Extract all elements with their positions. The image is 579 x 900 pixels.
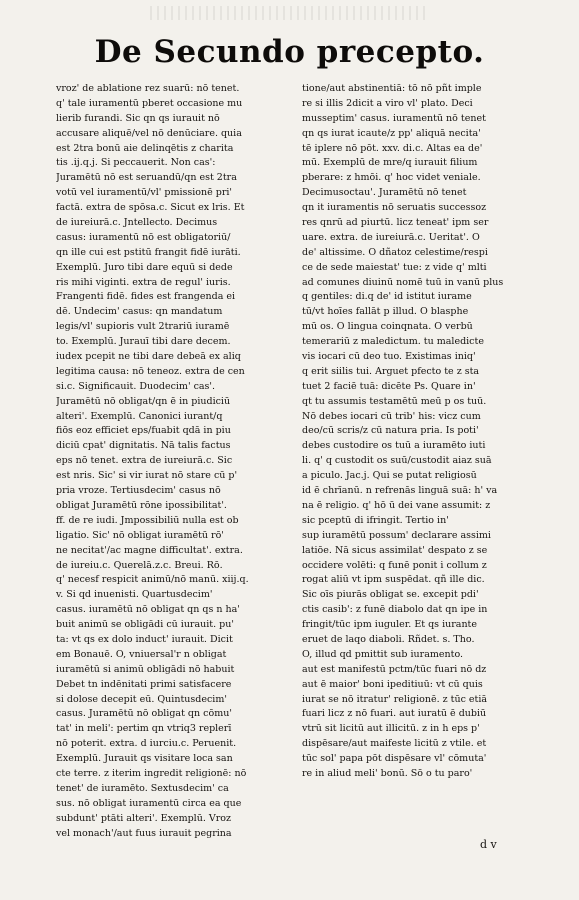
text-line: vroz' de ablatione rez suarū: nō tenet.	[56, 83, 240, 94]
text-line: Debet tn indēnitati primi satisfacere	[56, 678, 232, 690]
text-line: factā. extra de spōsa.c. Sicut ex lris. Et	[56, 202, 245, 214]
text-line: Decimusoctau'. Juramētū nō tenet	[302, 187, 467, 199]
text-line: sic pceptū di ifringit. Tertio in'	[302, 514, 449, 526]
text-line: aut ē maior' boni ipeditiuū: vt cū quis	[302, 678, 483, 690]
text-line: sup iuramētū possum' declarare assimi	[302, 529, 491, 541]
text-line: ris mihi viginti. extra de regul' iuris.	[56, 276, 231, 288]
text-line: Juramētū nō obligat/qn ē in piudiciū	[56, 395, 231, 407]
text-line: mū. Exemplū de mre/q iurauit filium	[302, 157, 478, 169]
text-line: aut est manifestū pctm/tūc fuari nō dz	[302, 663, 487, 675]
text-line: q' necesf respicit animū/nō manū. xiij.q.	[56, 574, 249, 586]
text-line: q erit siilis tui. Arguet pfecto te z sta	[302, 365, 480, 377]
text-line: votū vel iuramentū/vl' pmissionē pri'	[56, 187, 233, 199]
text-line: rogat aliū vt ipm suspēdat. qñ ille dic.	[302, 574, 485, 586]
text-line: diciū cpat' dignitatis. Nā talis factus	[56, 440, 231, 452]
text-line: eruet de laqo diaboli. Rñdet. s. Tho.	[302, 633, 475, 645]
text-line: to. Exemplū. Jurauī tibi dare decem.	[56, 336, 231, 348]
text-line: pberare: z hmōi. q' hoc videt veniale.	[302, 172, 481, 184]
text-line: a piculo. Jac.j. Qui se putat religiosū	[302, 470, 477, 482]
text-line: qt tu assumis testamētū meū p os tuū.	[302, 395, 487, 407]
text-line: qn ille cui est pstitū frangit fidē iurāti.	[56, 246, 241, 258]
text-line: si.c. Significauit. Duodecim' cas'.	[56, 380, 216, 392]
text-line: tione/aut abstinentiā: tō nō pñt imple	[302, 83, 482, 94]
text-line: fuari licz z nō fuari. aut iuratū ē dubiū	[302, 708, 487, 720]
text-line: musseptim' casus. iuramentū nō tenet	[302, 112, 486, 124]
text-line: sus. nō obligat iuramentū circa ea que	[56, 797, 242, 809]
text-line: Nō debes iocari cū trib' his: vicz cum	[302, 410, 481, 422]
text-line: qn qs iurat icaute/z pp' aliquā necita'	[302, 127, 481, 139]
text-line: ne necitat'/ac magne difficultat'. extra.	[56, 544, 243, 556]
text-line: latiōe. Nā sicus assimilat' despato z se	[302, 544, 488, 556]
text-line: tuet 2 faciē tuā: dicēte Ps. Quare in'	[302, 380, 476, 392]
text-line: ff. de re iudi. Jmpossibiliū nulla est ob	[56, 514, 239, 526]
text-line: temerariū z maledictum. tu maledicte	[302, 336, 484, 348]
signature-mark: d v	[480, 838, 497, 851]
text-line: em Bonauē. O, vniuersal'r n obligat	[56, 648, 227, 660]
text-line: fringit/tūc ipm iuguler. Et qs iurante	[302, 619, 477, 631]
text-line: fiōs eoz efficiet eps/fuabit qdā in piu	[56, 425, 231, 437]
text-line: tis .ij.q.j. Si peccauerit. Non cas':	[56, 157, 216, 169]
text-line: iurat se nō itratur' religionē. z tūc etiā	[302, 693, 488, 705]
text-line: ctis casib': z funē diabolo dat qn ipe in	[302, 604, 488, 616]
text-line: tat' in meli': pertim qn vtriq3 replerī	[56, 723, 232, 735]
bleed-through-mark	[150, 6, 430, 20]
text-line: ce de sede maiestat' tue: z vide q' mlti	[302, 261, 487, 273]
text-line: tē iplere nō pōt. xxv. di.c. Altas ea de'	[302, 142, 483, 154]
text-line: na ē religio. q' hō ū dei vane assumit: z	[302, 499, 491, 511]
text-line: est 2tra bonū aie delinqētis z charita	[56, 142, 234, 154]
text-line: id ē chrīanū. n refrenās linguā suā: h' va	[302, 485, 498, 497]
text-line: cte terre. z iterim ingredit religionē: nō	[56, 767, 247, 779]
text-line: q' tale iuramentū pberet occasione mu	[56, 97, 243, 109]
text-line: casus. Juramētū nō obligat qn cōmu'	[56, 708, 232, 720]
text-line: occidere volēti: q funē ponit i collum z	[302, 559, 487, 571]
text-line: v. Si qd inuenisti. Quartusdecim'	[56, 589, 213, 601]
text-line: O, illud qd pmittit sub iuramento.	[302, 648, 464, 660]
text-line: mū os. O lingua coinqnata. O verbū	[302, 321, 473, 333]
text-line: ligatio. Sic' nō obligat iuramētū rō'	[56, 529, 224, 541]
text-line: de iureiurā.c. Jntellecto. Decimus	[56, 217, 218, 229]
text-line: eps nō tenet. extra de iureiurā.c. Sic	[56, 455, 233, 467]
text-line: dē. Undecim' casus: qn mandatum	[56, 306, 223, 318]
text-line: tenet' de iuramēto. Sextusdecim' ca	[56, 782, 229, 794]
text-line: iuramētū si animū obligādi nō habuit	[56, 663, 235, 675]
text-line: q gentiles: di.q de' id istitut iurame	[302, 291, 472, 303]
text-line: lierib furandi. Sic qn qs iurauit nō	[56, 112, 220, 124]
text-line: obligat Juramētū rōne ipossibilitat'.	[56, 499, 227, 511]
text-line: legitima causa: nō teneoz. extra de cen	[56, 365, 245, 377]
right-text-column	[302, 82, 548, 782]
text-line: casus. iuramētū nō obligat qn qs n ha'	[56, 604, 240, 616]
page-heading: De Secundo precepto.	[94, 34, 485, 70]
text-line: tūc sol' papa pōt dispēsare vl' cōmuta'	[302, 753, 487, 765]
text-line: Sic oīs piurās obligat se. excepit pdi'	[302, 589, 479, 601]
left-text-column	[56, 82, 296, 841]
text-line: ta: vt qs ex dolo induct' iurauit. Dicit	[56, 633, 233, 645]
text-line: vis iocari cū deo tuo. Existimas iniq'	[302, 351, 476, 363]
text-line: de iureiu.c. Querelā.z.c. Breui. Rō.	[56, 559, 223, 571]
text-line: casus: iuramentū nō est obligatoriū/	[56, 231, 231, 243]
text-line: uare. extra. de iureiurā.c. Ueritat'. O	[302, 231, 480, 243]
text-line: de' altissime. O dñatoz celestime/respi	[302, 246, 488, 258]
text-line: Juramētū nō est seruandū/qn est 2tra	[56, 172, 237, 184]
text-line: re si illis 2dicit a viro vl' plato. Deci	[302, 97, 473, 109]
text-line: debes custodire os tuū a iuramēto iuti	[302, 440, 486, 452]
text-line: Exemplū. Jurauit qs visitare loca san	[56, 753, 233, 765]
text-line: alteri'. Exemplū. Canonici iurant/q	[56, 410, 223, 422]
text-line: deo/cū scris/z cū natura pria. Is poti'	[302, 425, 479, 437]
text-line: buit animū se obligādi cū iurauit. pu'	[56, 619, 234, 631]
text-line: res qnrū ad piurtū. licz teneat' ipm ser	[302, 217, 489, 229]
text-line: re in aliud meli' bonū. Sō o tu paro'	[302, 767, 473, 779]
text-line: qn it iuramentis nō seruatis successoz	[302, 202, 487, 214]
text-line: Frangenti fidē. fides est frangenda ei	[56, 291, 236, 303]
text-line: si dolose decepit eū. Quintusdecim'	[56, 693, 227, 705]
text-line: legis/vl' supioris vult 2trariū iuramē	[56, 321, 230, 333]
text-line: vtrū sit licitū aut illicitū. z in h eps p'	[302, 723, 480, 735]
text-line: pria vroze. Tertiusdecim' casus nō	[56, 485, 221, 497]
text-line: Exemplū. Juro tibi dare equū si dede	[56, 261, 233, 273]
text-line: accusare aliquē/vel nō denūciare. quia	[56, 127, 242, 139]
text-line: dispēsare/aut maifeste licitū z vtile. et	[302, 738, 487, 750]
text-line: iudex pcepit ne tibi dare debeā ex aliq	[56, 351, 241, 363]
text-line: ad comunes diuinū nomē tuū in vanū plus	[302, 276, 504, 288]
text-line: tū/vt hoīes fallāt p illud. O blasphe	[302, 306, 469, 318]
text-line: li. q' q custodit os suū/custodit aiaz suā	[302, 455, 492, 467]
text-line: nō poterit. extra. d iurciu.c. Peruenit.	[56, 738, 237, 750]
text-line: vel monach'/aut fuus iurauit pegrina	[56, 827, 232, 839]
text-line: est nris. Sic' si vir iurat nō stare cū p'	[56, 470, 238, 482]
text-line: subdunt' ptāti alteri'. Exemplū. Vroz	[56, 812, 231, 824]
